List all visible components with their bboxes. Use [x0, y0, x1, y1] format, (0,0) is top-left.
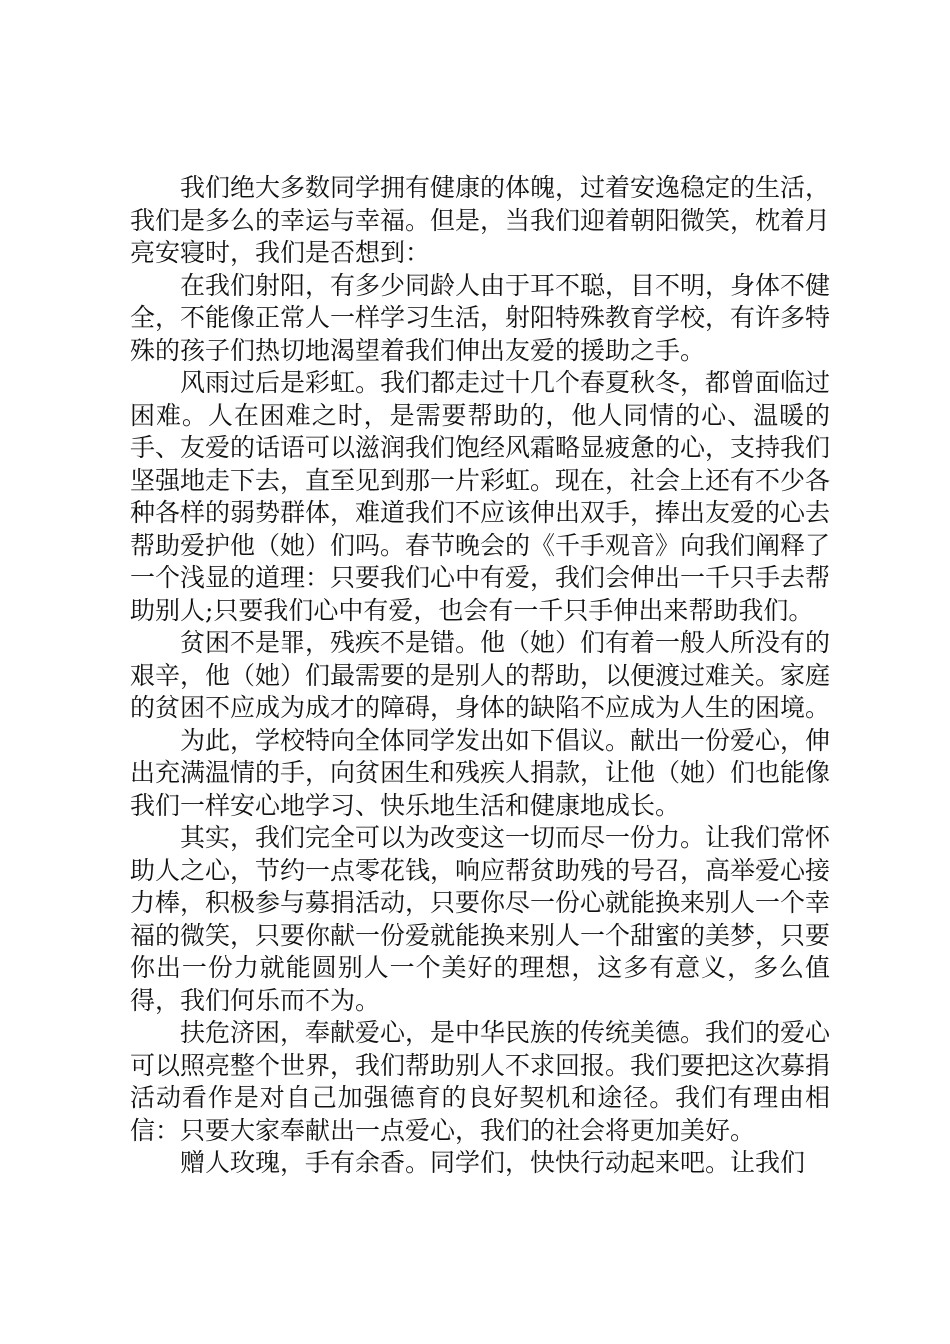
- document-body: [130, 172, 830, 1180]
- paragraph-4: 贫困不是罪，残疾不是错。他（她）们有着一般人所没有的艰辛，他（她）们最需要的是别人的帮助，以便渡过难关。家庭的贫困不应成为成才的障碍，身体的缺陷不应成为人生的困境。: [130, 628, 831, 722]
- paragraph-2: 在我们射阳，有多少同龄人由于耳不聪，目不明，身体不健全，不能像正常人一样学习生活，射阳特殊教育学校，有许多特殊的孩子们热切地渴望着我们伸出友爱的援助之手。: [130, 270, 831, 365]
- paragraph-6: 其实，我们完全可以为改变这一切而尽一份力。让我们常怀助人之心，节约一点零花钱，响应帮贫助残的号召，高举爱心接力棒，积极参与募捐活动，只要你尽一份心就能换来别人一个幸福的微笑，只要你献一份爱就能换来别人一个甜蜜的美梦，只要你出一份力就能圆别人一个美好的理想，这多有意义，多么值得，我们何乐而不为。: [130, 823, 831, 1015]
- paragraph-1: 我们绝大多数同学拥有健康的体魄，过着安逸稳定的生活，我们是多么的幸运与幸福。但是，当我们迎着朝阳微笑，枕着月亮安寝时，我们是否想到：: [130, 173, 831, 267]
- paragraph-3: 风雨过后是彩虹。我们都走过十几个春夏秋冬，都曾面临过困难。人在困难之时，是需要帮助的，他人同情的心、温暖的手、友爱的话语可以滋润我们饱经风霜略显疲惫的心，支持我们坚强地走下去，直至见到那一片彩虹。现在，社会上还有不少各种各样的弱势群体，难道我们不应该伸出双手，捧出友爱的心去帮助爱护他（她）们吗。春节晚会的《千手观音》向我们阐释了一个浅显的道理：只要我们心中有爱，我们会伸出一千只手去帮助别人;只要我们心中有爱，也会有一千只手伸出来帮助我们。: [130, 368, 831, 625]
- paragraph-7: 扶危济困，奉献爱心，是中华民族的传统美德。我们的爱心可以照亮整个世界，我们帮助别人不求回报。我们要把这次募捐活动看作是对自己加强德育的良好契机和途径。我们有理由相信：只要大家奉献出一点爱心，我们的社会将更加美好。: [130, 1018, 831, 1145]
- paragraph-8: 赠人玫瑰，手有余香。同学们，快快行动起来吧。让我们: [180, 1148, 806, 1177]
- paragraph-5: 为此，学校特向全体同学发出如下倡议。献出一份爱心，伸出充满温情的手，向贫困生和残疾人捐款，让他（她）们也能像我们一样安心地学习、快乐地生活和健康地成长。: [130, 725, 831, 820]
